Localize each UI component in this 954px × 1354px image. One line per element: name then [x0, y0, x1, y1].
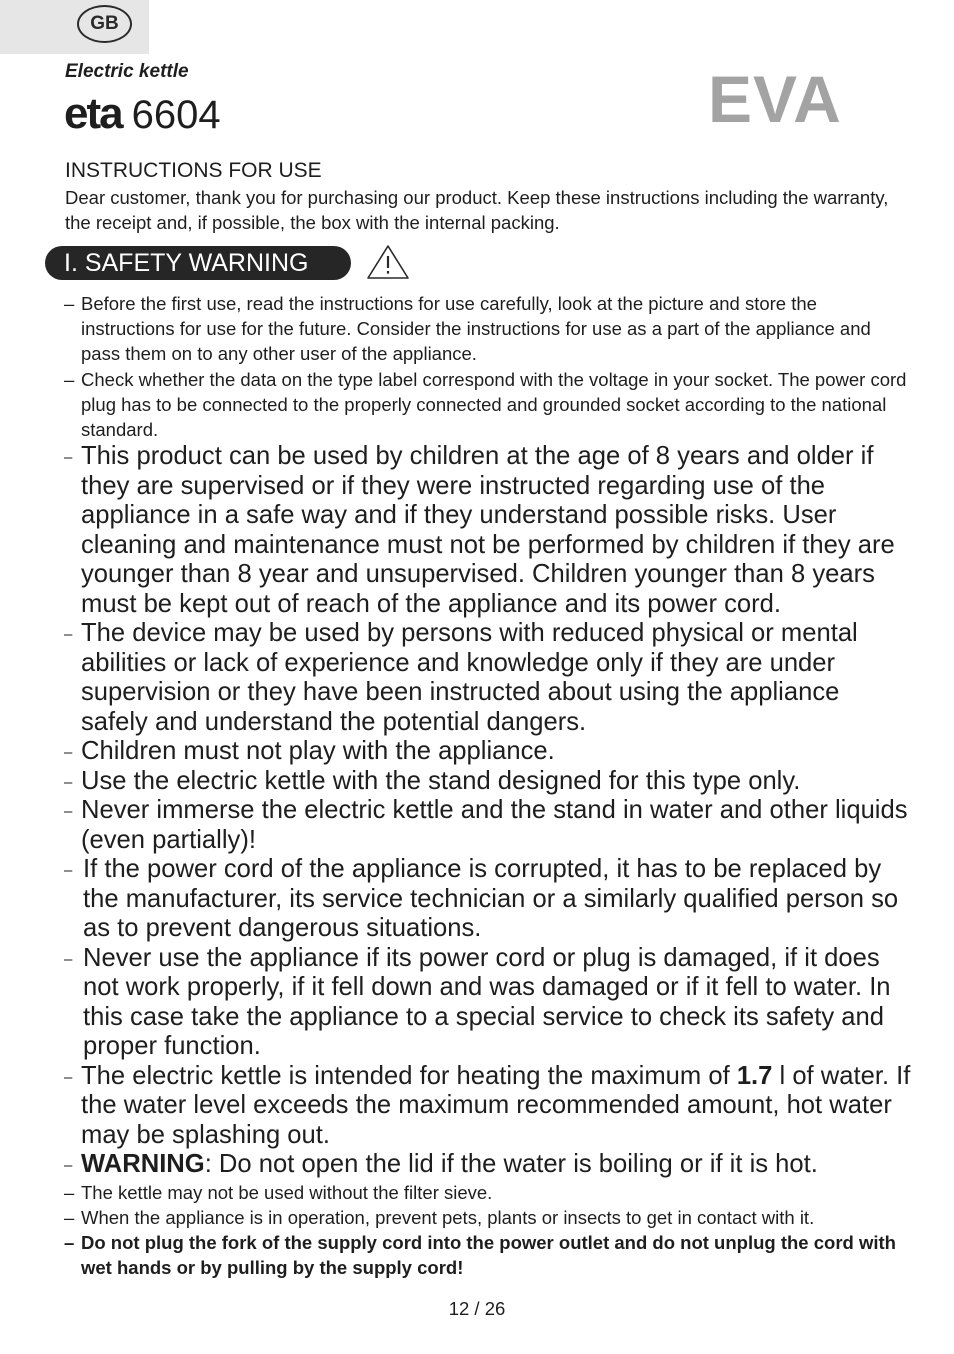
language-badge: GB — [77, 5, 132, 43]
list-dash: – — [64, 950, 73, 968]
list-item-text-start: The electric kettle is intended for heating the maximum of — [81, 1061, 737, 1090]
intro-text: Dear customer, thank you for purchasing our product. Keep these instructions including the warranty, the receipt and, if possible, the box with the internal packing. — [65, 187, 889, 233]
list-item-text-end: l of water. If the water level exceeds the maximum recommended amount, hot water may be splashing out. — [81, 1061, 911, 1149]
intro-heading: INSTRUCTIONS FOR USE — [65, 159, 322, 182]
model-number: 6604 — [131, 93, 221, 137]
warning-triangle-icon — [366, 243, 410, 281]
list-item-text: The device may be used by persons with reduced physical or mental abilities or lack of experience and knowledge only if they are under supervision or they have been instructed about using the appliance safely and understand the potential dangers. — [81, 619, 858, 736]
list-item-text: This product can be used by children at the age of 8 years and older if they are supervised or if they were instructed regarding use of the appliance in a safe way and if they understand possible risks. User cleaning and maintenance must not be performed by children if they are younger than 8 year and unsupervised. Children younger than 8 years must be kept out of reach of the appliance and its power cord. — [81, 442, 895, 618]
product-subtitle: Electric kettle — [65, 61, 189, 82]
list-item-text: Check whether the data on the type label correspond with the voltage in your socket. The power cord plug has to be connected to the properly connected and grounded socket according to the national standard. — [81, 368, 907, 441]
list-dash: – — [64, 803, 73, 821]
list-item — [64, 944, 912, 1062]
list-item — [64, 737, 912, 767]
list-dash: – — [64, 1206, 75, 1228]
list-item-text: Before the first use, read the instructions for use carefully, look at the picture and store the instructions for use for the future. Consider the instructions for use as a part of the appliance and pass them on to any other user of the appliance. — [81, 293, 871, 365]
list-dash: – — [64, 1181, 75, 1203]
list-dash: – — [64, 1068, 73, 1086]
list-dash: – — [64, 626, 73, 644]
list-item-text: Never immerse the electric kettle and the stand in water and other liquids (even partially)! — [81, 796, 908, 854]
list-dash: – — [64, 1157, 73, 1175]
list-dash: – — [64, 862, 73, 880]
list-item — [64, 855, 912, 944]
brand-name: eta — [64, 89, 122, 138]
list-dash: – — [64, 744, 73, 762]
list-item — [64, 796, 912, 855]
list-item — [64, 442, 912, 619]
list-item — [64, 619, 912, 737]
list-item-text: Children must not play with the appliance. — [81, 737, 555, 766]
max-capacity-value: 1.7 — [736, 1061, 773, 1090]
list-item — [64, 1205, 912, 1230]
list-dash: – — [64, 1232, 75, 1254]
brand-logo — [64, 86, 221, 143]
list-item-text: Use the electric kettle with the stand designed for this type only. — [81, 766, 801, 795]
list-item — [64, 291, 912, 367]
section-title: I. SAFETY WARNING — [45, 246, 351, 280]
list-item-text: The kettle may not be used without the filter sieve. — [81, 1181, 493, 1203]
list-dash: – — [64, 293, 75, 314]
list-item — [64, 1180, 912, 1205]
list-item — [64, 1150, 912, 1180]
list-item — [64, 767, 912, 797]
list-item — [64, 367, 912, 443]
list-item-text: : Do not open the lid if the water is boiling or if it is hot. — [204, 1150, 818, 1179]
list-item-text: When the appliance is in operation, prevent pets, plants or insects to get in contact with it. — [81, 1206, 815, 1228]
list-item — [64, 1230, 912, 1280]
list-dash: – — [64, 449, 73, 467]
language-tab — [0, 0, 149, 54]
list-item-text: If the power cord of the appliance is corrupted, it has to be replaced by the manufacturer, its service technician or a similarly qualified person so as to prevent dangerous situations. — [83, 855, 899, 943]
list-dash: – — [64, 773, 73, 791]
list-dash: – — [64, 368, 75, 390]
safety-warning-list — [64, 291, 912, 1281]
list-item-text: Do not plug the fork of the supply cord into the power outlet and do not unplug the cord with wet hands or by pulling by the supply cord! — [81, 1232, 896, 1279]
warning-label: WARNING — [81, 1150, 205, 1179]
product-line-logo: EVA — [708, 62, 842, 136]
list-item-text: Never use the appliance if its power cord or plug is damaged, if it does not work properly, if it fell down and was damaged or if it fell to water. In this case take the appliance to a special service to check its safety and proper function. — [83, 943, 891, 1061]
page-number: 12 / 26 — [448, 1298, 506, 1319]
list-item — [64, 1062, 912, 1151]
